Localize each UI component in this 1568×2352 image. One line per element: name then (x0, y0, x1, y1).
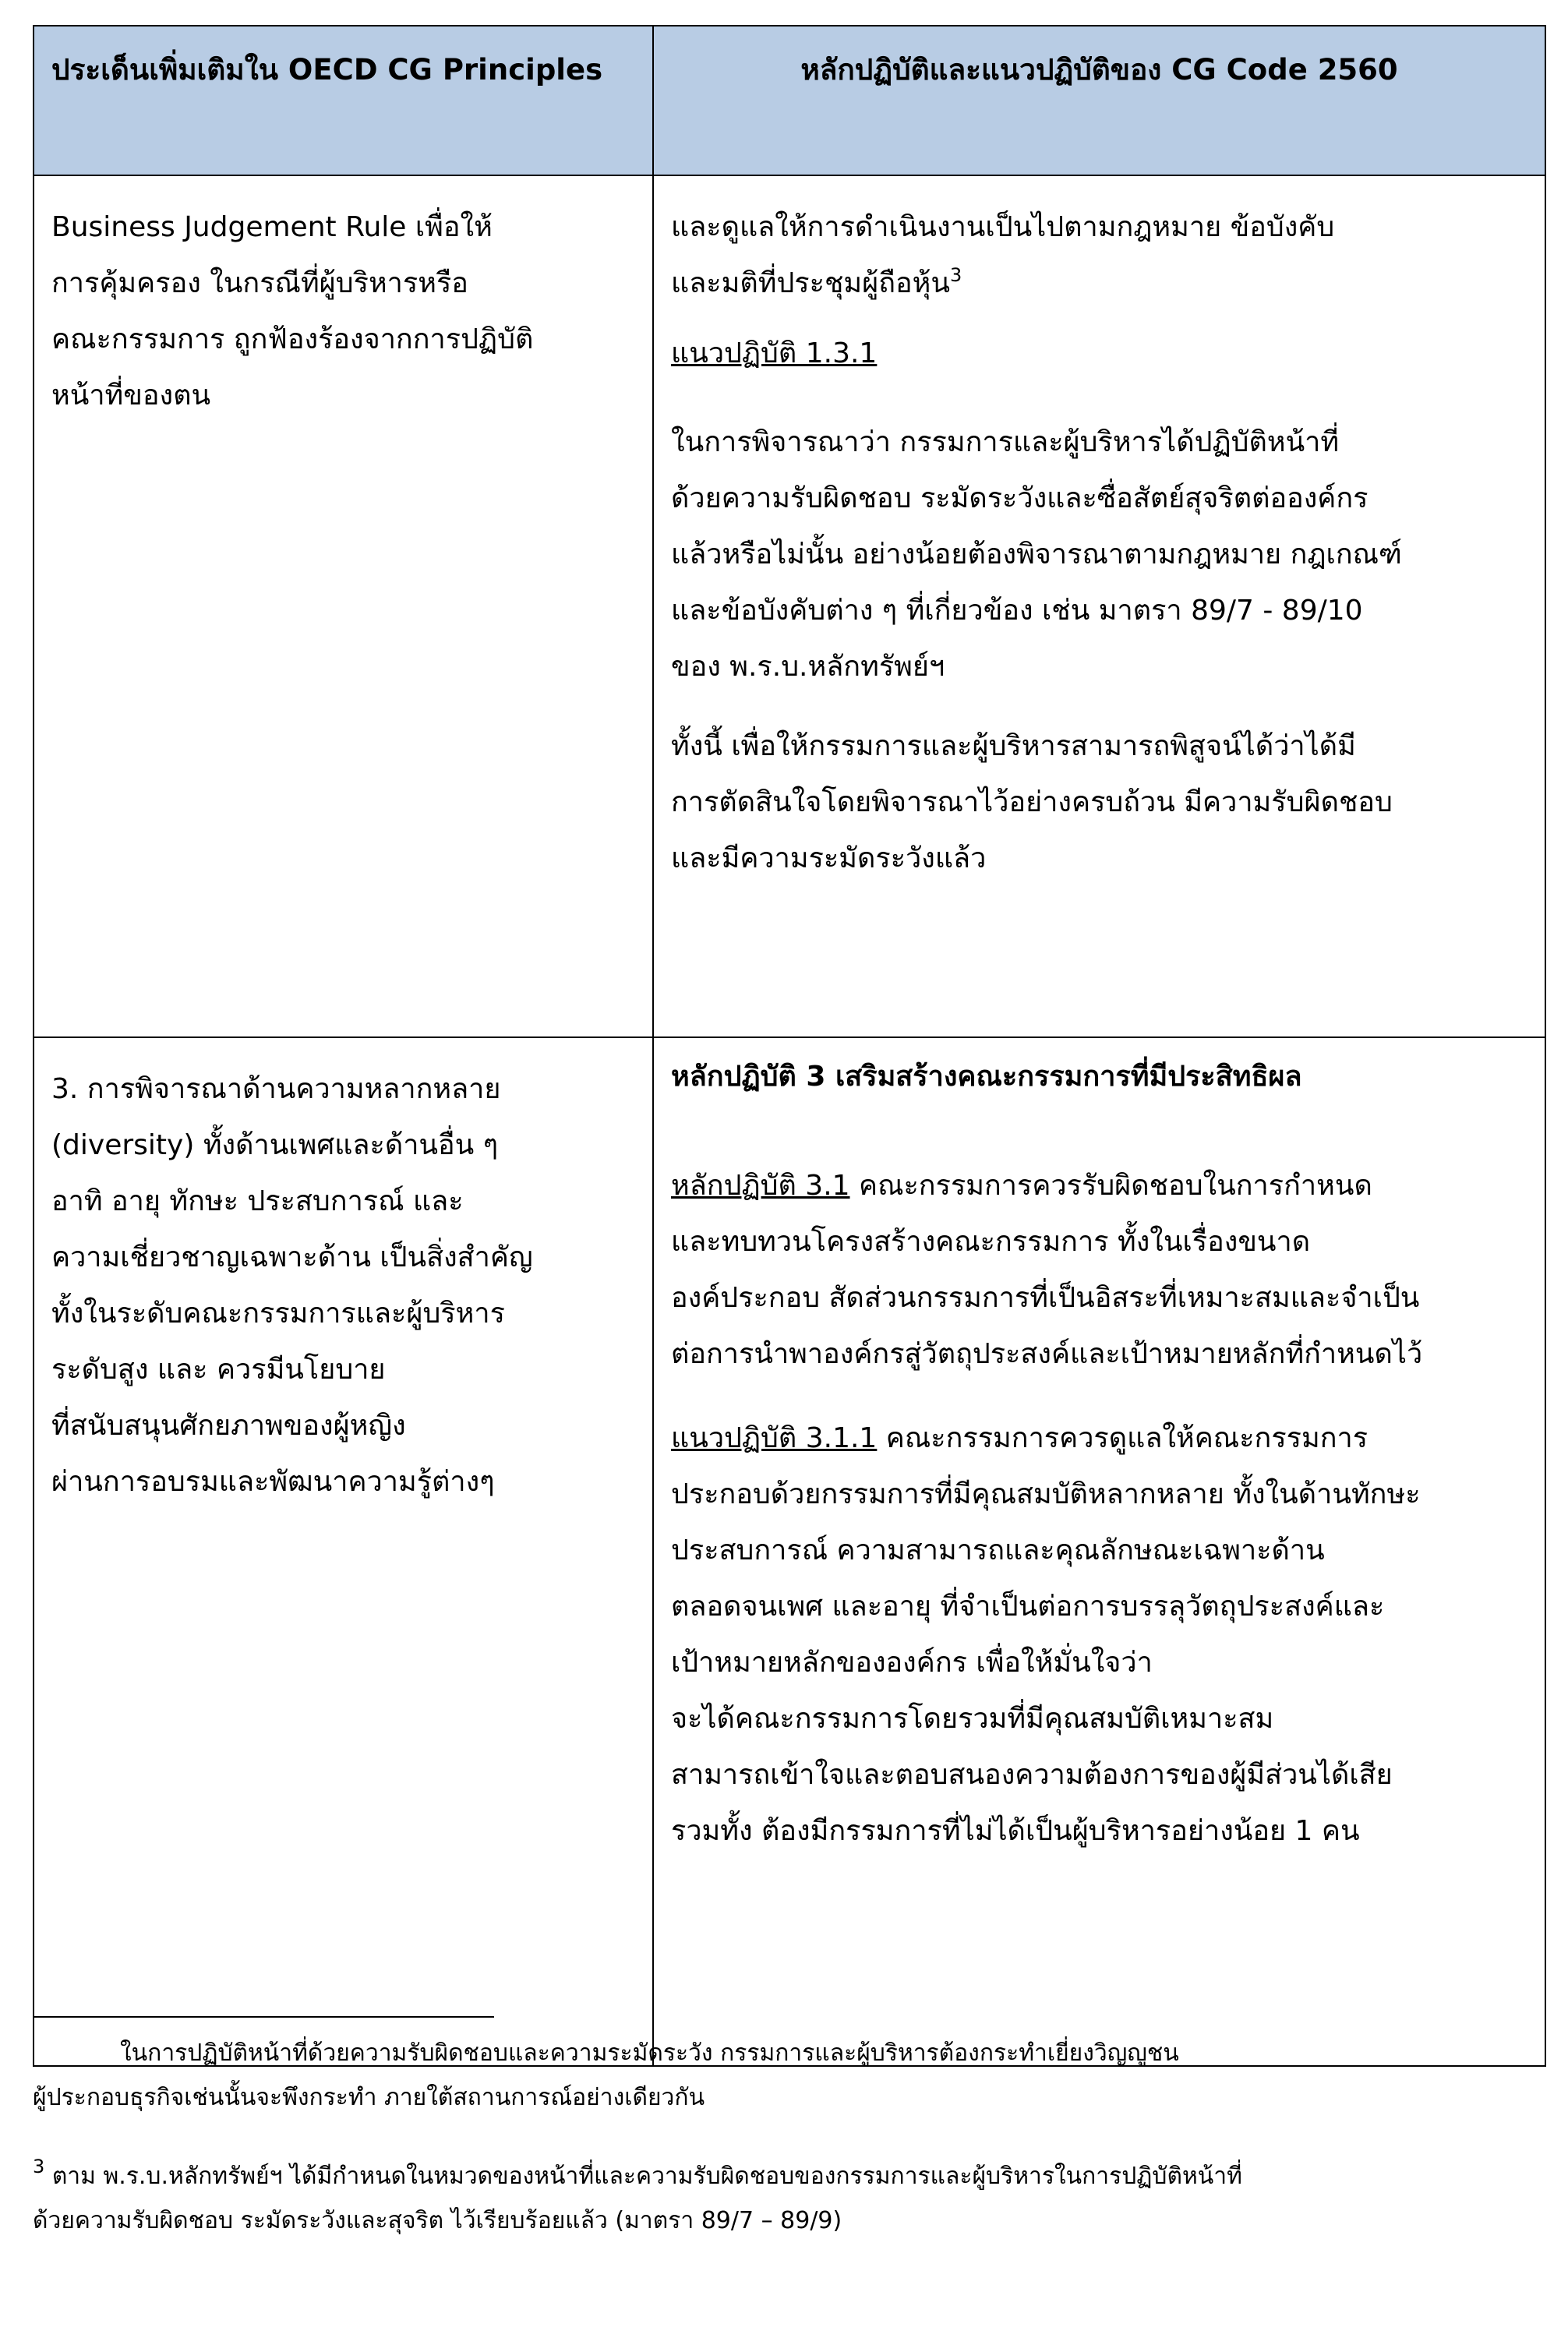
text-line: อาทิ อายุ ทักษะ ประสบการณ์ และ (51, 1185, 464, 1217)
text-line: และมีความระมัดระวังแล้ว (671, 842, 987, 874)
text-line: ความเชี่ยวชาญเฉพาะด้าน เป็นสิ่งสำคัญ (51, 1241, 533, 1273)
text-span: คณะกรรมการควรดูแลให้คณะกรรมการ (877, 1422, 1368, 1454)
row1-left-cell (34, 175, 653, 1037)
footnote-line: ในการปฏิบัติหน้าที่ด้วยความรับผิดชอบและความระมัดระวัง กรรมการและผู้บริหารต้องกระทำเยี่ยงวิญญูชน (120, 2039, 1179, 2067)
text-line: ประสบการณ์ ความสามารถและคุณลักษณะเฉพาะด้าน (671, 1534, 1325, 1566)
footnote-3 (33, 2154, 1545, 2243)
text-line: ของ พ.ร.บ.หลักทรัพย์ฯ (671, 651, 945, 683)
footnote-marker: 3 (33, 2156, 45, 2177)
text-line: สามารถเข้าใจและตอบสนองความต้องการของผู้มีส่วนได้เสีย (671, 1759, 1393, 1791)
text-line: คณะกรรมการ ถูกฟ้องร้องจากการปฏิบัติ (51, 323, 534, 355)
spacer (671, 1105, 1531, 1158)
text-line (671, 1158, 1531, 1214)
table-row (34, 175, 1545, 1037)
guideline-3-1-1-label: แนวปฏิบัติ 3.1.1 (671, 1422, 878, 1454)
text-line: แล้วหรือไม่นั้น อย่างน้อยต้องพิจารณาตามกฎหมาย กฎเกณฑ์ (671, 539, 1402, 570)
footnote-continuation (33, 2031, 1545, 2120)
text-line: หน้าที่ของตน (51, 380, 211, 411)
text-line: การคุ้มครอง ในกรณีที่ผู้บริหารหรือ (51, 267, 468, 299)
text-line: ระดับสูง และ ควรมีนโยบาย (51, 1354, 386, 1386)
table-row (34, 1037, 1545, 2066)
section-heading (671, 326, 1531, 382)
text-line: ทั้งในระดับคณะกรรมการและผู้บริหาร (51, 1298, 505, 1330)
row2-right-cell (653, 1037, 1545, 2066)
header-oecd-principles: ประเด็นเพิ่มเติมใน OECD CG Principles (34, 26, 653, 175)
text-line: ที่สนับสนุนศักยภาพของผู้หญิง (51, 1410, 406, 1442)
text-line: และทบทวนโครงสร้างคณะกรรมการ ทั้งในเรื่องขนาด (671, 1226, 1311, 1258)
text-line: (diversity) ทั้งด้านเพศและด้านอื่น ๆ (51, 1129, 499, 1161)
spacer (671, 382, 1531, 415)
cg-comparison-table (33, 25, 1546, 2067)
principle-3-title: หลักปฏิบัติ 3 เสริมสร้างคณะกรรมการที่มีประสิทธิผล (671, 1061, 1302, 1093)
text-line (671, 1411, 1531, 1467)
text-line: และดูแลให้การดำเนินงานเป็นไปตามกฎหมาย ข้อบังคับ (671, 211, 1335, 243)
footnote-line: ด้วยความรับผิดชอบ ระมัดระวังและสุจริต ไว้เรียบร้อยแล้ว (มาตรา 89/7 – 89/9) (33, 2207, 842, 2234)
text-line: การตัดสินใจโดยพิจารณาไว้อย่างครบถ้วน มีความรับผิดชอบ (671, 786, 1393, 818)
spacer (671, 312, 1531, 326)
text-line: ต่อการนำพาองค์กรสู่วัตถุประสงค์และเป้าหมายหลักที่กำหนดไว้ (671, 1338, 1423, 1370)
text-span: ตาม พ.ร.บ.หลักทรัพย์ฯ ได้มีกำหนดในหมวดของหน้าที่และความรับผิดชอบของกรรมการและผู้บริหารในการปฏิบัติหน้าที่ (44, 2163, 1242, 2190)
text-span: และมติที่ประชุมผู้ถือหุ้น (671, 267, 950, 299)
text-line: Business Judgement Rule เพื่อให้ (51, 211, 493, 243)
footnote-ref[interactable]: 3 (949, 264, 962, 286)
footnote-line: ผู้ประกอบธุรกิจเช่นนั้นจะพึงกระทำ ภายใต้สถานการณ์อย่างเดียวกัน (33, 2084, 705, 2111)
text-line: เป้าหมายหลักขององค์กร เพื่อให้มั่นใจว่า (671, 1647, 1153, 1679)
text-line: จะได้คณะกรรมการโดยรวมที่มีคุณสมบัติเหมาะสม (671, 1703, 1274, 1735)
text-line: 3. การพิจารณาด้านความหลากหลาย (51, 1073, 501, 1105)
row1-right-cell (653, 175, 1545, 1037)
header-cg-code-2560: หลักปฏิบัติและแนวปฏิบัติของ CG Code 2560 (653, 26, 1545, 175)
footnote-line (33, 2154, 1545, 2198)
table-header-row (34, 26, 1545, 175)
principle-3-1-label: หลักปฏิบัติ 3.1 (671, 1170, 850, 1202)
text-line: ในการพิจารณาว่า กรรมการและผู้บริหารได้ปฏิบัติหน้าที่ (671, 426, 1340, 458)
text-line: และข้อบังคับต่าง ๆ ที่เกี่ยวข้อง เช่น มาตรา 89/7 - 89/10 (671, 595, 1363, 627)
heading-underlined: แนวปฏิบัติ 1.3.1 (671, 337, 878, 369)
text-line: ผ่านการอบรมและพัฒนาความรู้ต่างๆ (51, 1466, 495, 1498)
spacer (671, 695, 1531, 719)
spacer (671, 1383, 1531, 1411)
row2-left-cell (34, 1037, 653, 2066)
text-line: องค์ประกอบ สัดส่วนกรรมการที่เป็นอิสระที่เหมาะสมและจำเป็น (671, 1282, 1420, 1314)
text-line: ตลอดจนเพศ และอายุ ที่จำเป็นต่อการบรรลุวัตถุประสงค์และ (671, 1591, 1385, 1623)
text-line: ทั้งนี้ เพื่อให้กรรมการและผู้บริหารสามารถพิสูจน์ได้ว่าได้มี (671, 730, 1356, 762)
text-line (671, 256, 1531, 312)
text-line: ด้วยความรับผิดชอบ ระมัดระวังและซื่อสัตย์สุจริตต่อองค์กร (671, 482, 1368, 514)
text-line: ประกอบด้วยกรรมการที่มีคุณสมบัติหลากหลาย ทั้งในด้านทักษะ (671, 1478, 1421, 1510)
text-line: รวมทั้ง ต้องมีกรรมการที่ไม่ได้เป็นผู้บริหารอย่างน้อย 1 คน (671, 1815, 1360, 1847)
footnote-separator (33, 2016, 494, 2018)
text-span: คณะกรรมการควรรับผิดชอบในการกำหนด (849, 1170, 1372, 1202)
